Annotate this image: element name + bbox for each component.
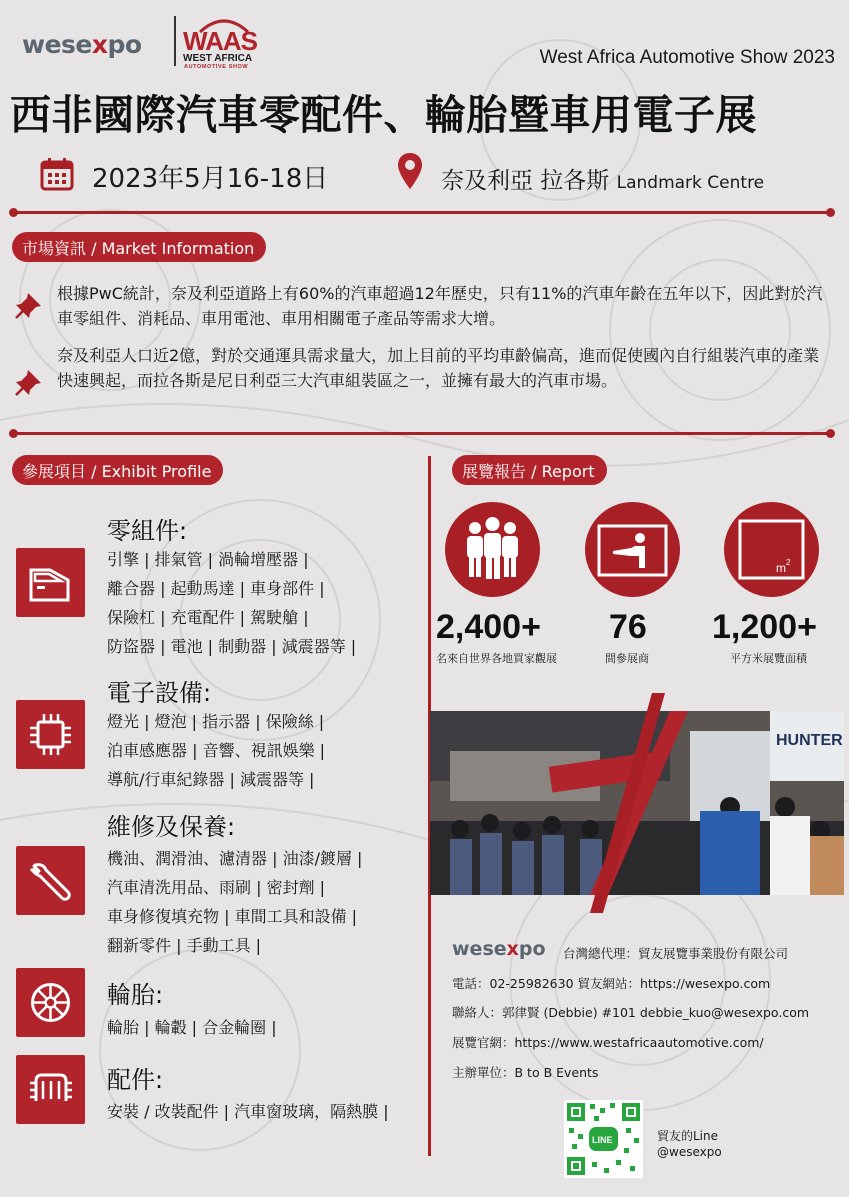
wesexpo-logo: wesexpo <box>22 30 142 59</box>
svg-text:2: 2 <box>786 558 791 567</box>
divider-middle <box>13 432 831 435</box>
page-title: 西非國際汽車零配件、輪胎暨車用電子展 <box>10 91 757 139</box>
category-items: 車身修復填充物 | 車間工具和設備 | <box>107 907 358 926</box>
category-title: 輪胎: <box>107 981 164 1009</box>
exhibit-profile-heading: 參展項目 / Exhibit Profile <box>12 455 223 485</box>
line-logo-text: LINE <box>592 1135 613 1145</box>
stat-area-label: 平方米展覽面積 <box>730 652 807 665</box>
category-items: 安裝 / 改裝配件 | 汽車窗玻璃，隔熱膜 | <box>107 1102 389 1121</box>
category-items: 防盜器 | 電池 | 制動器 | 減震器等 | <box>107 637 357 656</box>
location-pin-icon <box>397 152 423 190</box>
stat-visitors-value: 2,400+ <box>436 608 541 646</box>
official-site: 展覽官網：https://www.westafricaautomotive.com/ <box>452 1035 764 1050</box>
parts-icon <box>16 1055 85 1124</box>
market-info-heading: 市場資訊 / Market Information <box>12 232 266 262</box>
agent-label: 台灣總代理：貿友展覽事業股份有限公司 <box>563 946 789 961</box>
wheel-icon <box>16 968 85 1037</box>
stat-exhibitors-value: 76 <box>609 608 647 646</box>
event-location: 奈及利亞 拉各斯 Landmark Centre <box>441 168 765 194</box>
category-items: 引擎 | 排氣管 | 渦輪增壓器 | <box>107 550 309 569</box>
stat-area-value: 1,200+ <box>712 608 817 646</box>
area-icon <box>724 502 819 597</box>
logo-divider <box>174 16 176 66</box>
show-subtitle: West Africa Automotive Show 2023 <box>539 47 835 68</box>
waas-logo-sub: WEST AFRICA <box>183 53 253 64</box>
contact-person: 聯絡人：郭律賢 (Debbie) #101 debbie_kuo@wesexpo.com <box>452 1005 810 1020</box>
organizer: 主辦單位：B to B Events <box>452 1065 599 1080</box>
presentation-icon <box>585 502 680 597</box>
phone-line: 電話：02-25982630 貿友網站：https://wesexpo.com <box>452 976 771 991</box>
category-title: 電子設備: <box>107 679 212 707</box>
category-items: 泊車感應器 | 音響、視訊娛樂 | <box>107 741 326 760</box>
divider-top <box>13 211 831 214</box>
stat-visitors-label: 名來自世界各地買家觀展 <box>436 652 557 665</box>
visitors-icon <box>445 502 540 597</box>
category-items: 燈光 | 燈泡 | 指示器 | 保險絲 | <box>107 712 325 731</box>
category-items: 離合器 | 起動馬達 | 車身部件 | <box>107 579 325 598</box>
market-paragraph-1: 根據PwC統計，奈及利亞道路上有60%的汽車超過12年歷史，只有11%的汽車年齡在五年以下，因此對於汽車零組件、消耗品、車用電池、車用相關電子產品等需求大增。 <box>57 284 823 328</box>
svg-text:m: m <box>776 561 786 575</box>
car-door-icon <box>16 548 85 617</box>
pushpin-icon <box>14 367 44 397</box>
wrench-icon <box>16 846 85 915</box>
pushpin-icon <box>14 290 44 320</box>
line-id: @wesexpo <box>657 1145 722 1159</box>
stat-exhibitors-label: 間參展商 <box>605 652 649 665</box>
waas-logo: WAAS <box>183 26 257 56</box>
category-items: 輪胎 | 輪轂 | 合金輪圈 | <box>107 1018 277 1037</box>
svg-text:HUNTER: HUNTER <box>776 732 843 749</box>
chip-icon <box>16 700 85 769</box>
category-items: 汽車清洗用品、雨刷 | 密封劑 | <box>107 878 326 897</box>
report-heading: 展覽報告 / Report <box>452 455 607 485</box>
line-qr-code[interactable] <box>564 1100 643 1178</box>
category-items: 保險杠 | 充電配件 | 駕駛艙 | <box>107 608 309 627</box>
waas-logo-tagline: AUTOMOTIVE SHOW <box>184 64 249 70</box>
category-title: 零組件: <box>107 517 188 545</box>
red-slash-accent <box>590 693 670 913</box>
category-title: 維修及保養: <box>107 813 236 841</box>
category-title: 配件: <box>107 1066 164 1094</box>
category-items: 機油、潤滑油、濾清器 | 油漆/鍍層 | <box>107 849 363 868</box>
event-date: 2023年5月16-18日 <box>92 164 329 194</box>
wesexpo-logo-small: wesexpo <box>452 938 546 960</box>
line-caption: 貿友的Line <box>657 1129 719 1143</box>
category-items: 導航/行車紀錄器 | 減震器等 | <box>107 770 315 789</box>
calendar-icon <box>40 157 74 191</box>
category-items: 翻新零件 | 手動工具 | <box>107 936 262 955</box>
market-paragraph-2: 奈及利亞人口近2億，對於交通運具需求量大，加上目前的平均車齡偏高，進而促使國內自行組裝汽車的產業快速興起，而拉各斯是尼日利亞三大汽車組裝區之一，並擁有最大的汽車市場。 <box>57 346 820 390</box>
